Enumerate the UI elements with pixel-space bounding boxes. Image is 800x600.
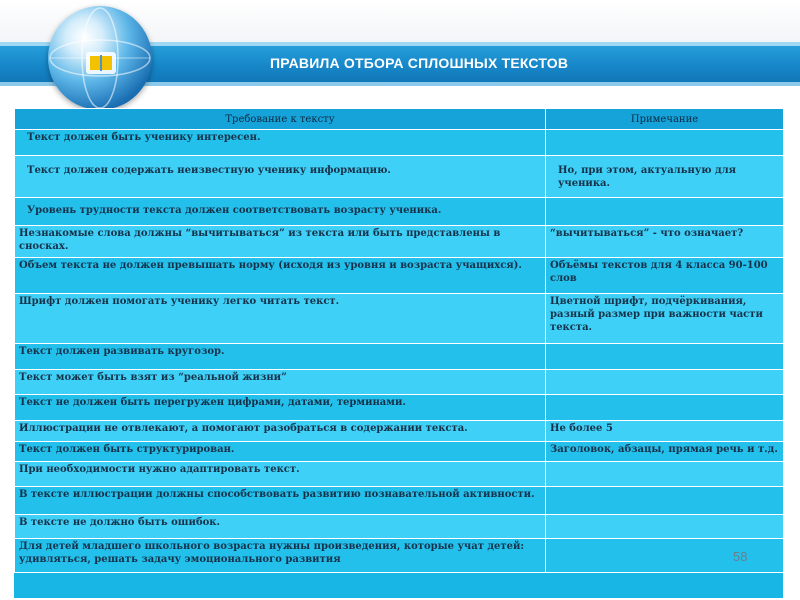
note-cell bbox=[546, 515, 784, 539]
table-row bbox=[15, 130, 784, 156]
requirements-table bbox=[14, 108, 784, 573]
note-cell bbox=[546, 198, 784, 226]
note-cell bbox=[546, 344, 784, 370]
table-row bbox=[15, 344, 784, 370]
table-header-row bbox=[15, 109, 784, 130]
table-row bbox=[15, 462, 784, 487]
note-cell bbox=[546, 370, 784, 395]
page-title: ПРАВИЛА ОТБОРА СПЛОШНЫХ ТЕКСТОВ bbox=[270, 55, 569, 71]
table-row bbox=[15, 539, 784, 573]
table-row bbox=[15, 294, 784, 344]
table-row bbox=[15, 487, 784, 515]
requirement-cell: В тексте не должно быть ошибок. bbox=[15, 515, 546, 539]
table-row bbox=[15, 258, 784, 294]
requirement-cell: Иллюстрации не отвлекают, а помогают разобраться в содержании текста. bbox=[15, 421, 546, 442]
note-cell: Цветной шрифт, подчёркивания, разный размер при важности части текста. bbox=[546, 294, 784, 344]
note-cell: Заголовок, абзацы, прямая речь и т.д. bbox=[546, 442, 784, 462]
requirement-cell: Текст должен развивать кругозор. bbox=[15, 344, 546, 370]
column-header-requirement: Требование к тексту bbox=[15, 109, 546, 130]
note-cell bbox=[546, 130, 784, 156]
requirement-cell: Для детей младшего школьного возраста нужны произведения, которые учат детей: удивляться, решать задачу эмоционального развития bbox=[15, 539, 546, 573]
globe-book-icon bbox=[48, 6, 152, 110]
requirement-cell: Текст должен быть ученику интересен. bbox=[15, 130, 546, 156]
requirement-cell: При необходимости нужно адаптировать текст. bbox=[15, 462, 546, 487]
requirement-cell: Объем текста не должен превышать норму (исходя из уровня и возраста учащихся). bbox=[15, 258, 546, 294]
table-row bbox=[15, 421, 784, 442]
table-row bbox=[15, 442, 784, 462]
requirement-cell: Текст должен быть структурирован. bbox=[15, 442, 546, 462]
note-cell: Не более 5 bbox=[546, 421, 784, 442]
requirement-cell: Текст может быть взят из “реальной жизни” bbox=[15, 370, 546, 395]
table-row bbox=[15, 515, 784, 539]
requirement-cell: Текст не должен быть перегружен цифрами, датами, терминами. bbox=[15, 395, 546, 421]
note-cell bbox=[546, 462, 784, 487]
page-number: 58 bbox=[733, 549, 748, 564]
table-row bbox=[15, 226, 784, 258]
column-header-note: Примечание bbox=[546, 109, 784, 130]
note-cell bbox=[546, 539, 784, 573]
table-row bbox=[15, 156, 784, 198]
requirement-cell: Незнакомые слова должны “вычитываться” из текста или быть представлены в сносках. bbox=[15, 226, 546, 258]
table-row bbox=[15, 370, 784, 395]
note-cell: Но, при этом, актуальную для ученика. bbox=[546, 156, 784, 198]
note-cell: Объёмы текстов для 4 класса 90-100 слов bbox=[546, 258, 784, 294]
requirement-cell: Текст должен содержать неизвестную ученику информацию. bbox=[15, 156, 546, 198]
requirement-cell: Уровень трудности текста должен соответствовать возрасту ученика. bbox=[15, 198, 546, 226]
note-cell bbox=[546, 395, 784, 421]
requirement-cell: В тексте иллюстрации должны способствовать развитию познавательной активности. bbox=[15, 487, 546, 515]
requirement-cell: Шрифт должен помогать ученику легко читать текст. bbox=[15, 294, 546, 344]
table-row bbox=[15, 395, 784, 421]
table-row bbox=[15, 198, 784, 226]
note-cell: “вычитываться” - что означает? bbox=[546, 226, 784, 258]
note-cell bbox=[546, 487, 784, 515]
